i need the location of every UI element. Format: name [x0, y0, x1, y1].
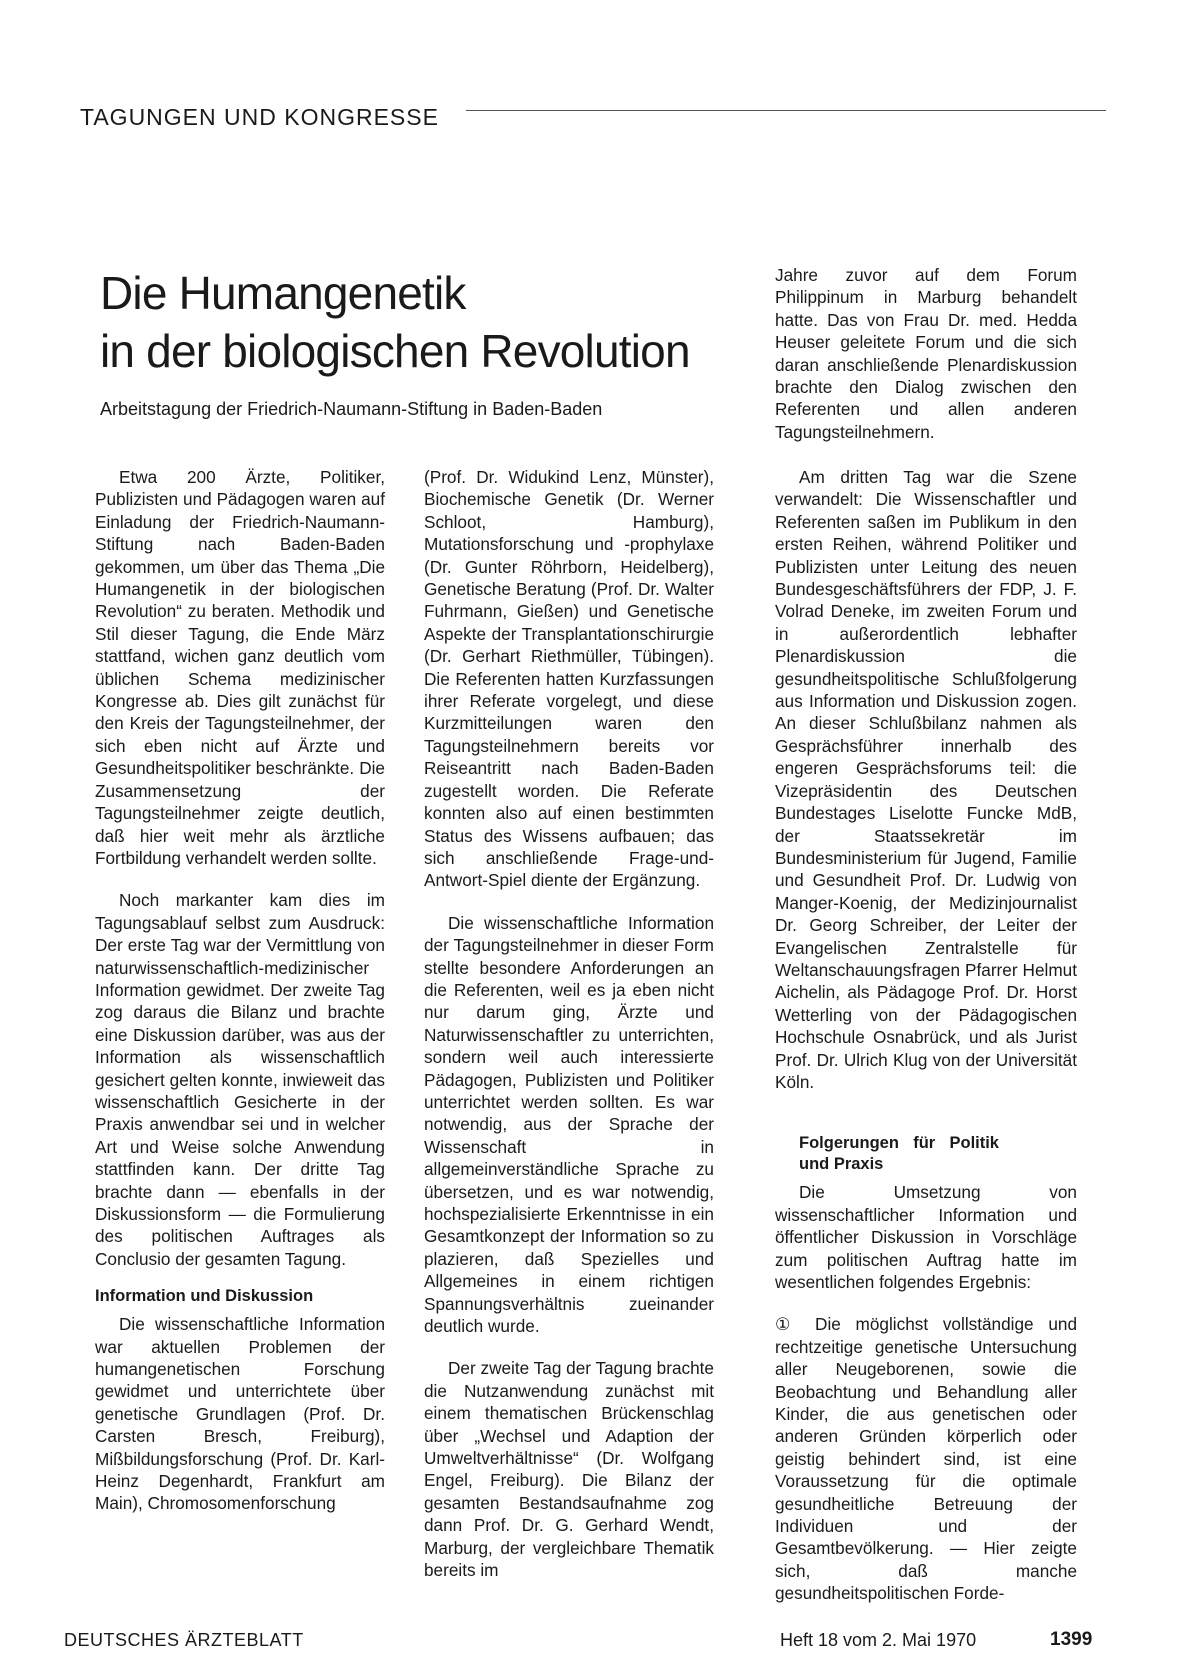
journal-name: DEUTSCHES ÄRZTEBLATT: [64, 1630, 304, 1650]
paragraph: Am dritten Tag war die Szene verwandelt: Die Wissenschaftler und Referenten saßen im Publikum in den ersten Reihen, während Politiker und Publizisten unter Leitung des neuen Bundesgeschäftsführers der FDP, J. F. Volrad Deneke, im zweiten Forum und in außerordentlich lebhafter Plenardiskussion die gesundheitspolitische Schlußfolgerung aus Information und Diskussion zogen. An dieser Schlußbilanz nahmen als Gesprächsführer innerhalb des engeren Gesprächsforums teil: die Vizepräsidentin des Deutschen Bundestages Liselotte Funcke MdB, der Staatssekretär im Bundesministerium für Jugend, Familie und Gesundheit Prof. Dr. Ludwig von Manger-Koenig, der Medizinjournalist Dr. Georg Schreiber, der Leiter der Evangelischen Zentralstelle für Weltanschauungsfragen Pfarrer Helmut Aichelin, als Pädagoge Prof. Dr. Horst Wetterling von der Pädagogischen Hochschule Osnabrück, und als Jurist Prof. Dr. Ulrich Klug von der Universität Köln.: [775, 467, 1077, 1092]
paragraph: ① Die möglichst vollständige und rechtzeitige genetische Untersuchung aller Neugeborenen, sowie die Beobachtung und Behandlung aller Kinder, die aus genetischen oder anderen Gründen körperlich oder geistig behindert sind, ist eine Voraussetzung für die optimale gesundheitliche Betreuung der Individuen und der Gesamtbevölkerung. — Hier zeigte sich, daß manche gesundheitspolitischen Forde-: [775, 1314, 1077, 1604]
article-title: [100, 264, 740, 380]
column-3-top: [775, 264, 1077, 443]
section-heading: Information und Diskussion: [95, 1287, 314, 1306]
column-2: [424, 466, 714, 1582]
issue-info: Heft 18 vom 2. Mai 1970: [780, 1630, 977, 1650]
paragraph: Noch markanter kam dies im Tagungsablauf selbst zum Ausdruck: Der erste Tag war der Vermittlung von naturwissenschaftlich-medizinischer Information gewidmet. Der zweite Tag zog daraus die Bilanz und brachte eine Diskussion darüber, was aus der Information als wissenschaftlich gesichert gelten konnte, inwieweit das wissenschaftlich Gesicherte in der Praxis anwendbar sei und in welcher Art und Weise solche Anwendung stattfinden kann. Der dritte Tag brachte dann — ebenfalls in der Diskussionsform — die Formulierung des politischen Auftrages als Conclusio der gesamten Tagung.: [95, 890, 385, 1269]
section-header: TAGUNGEN UND KONGRESSE: [80, 104, 439, 130]
article-subtitle: Arbeitstagung der Friedrich-Naumann-Stiftung in Baden-Baden: [100, 399, 603, 419]
column-3: [775, 466, 1077, 1605]
paragraph: Die Umsetzung von wissenschaftlicher Information und öffentlicher Diskussion in Vorschläge zum politischen Auftrag hatte im wesentlichen folgendes Ergebnis:: [775, 1182, 1077, 1292]
paragraph: Jahre zuvor auf dem Forum Philippinum in Marburg behandelt hatte. Das von Frau Dr. med. Hedda Heuser geleitete Forum und die sich daran anschließende Plenardiskussion brachte den Dialog zwischen den Referenten und allen anderen Tagungsteilnehmern.: [775, 265, 1077, 442]
paragraph: (Prof. Dr. Widukind Lenz, Münster), Biochemische Genetik (Dr. Werner Schloot, Hamburg), Mutationsforschung und -prophylaxe (Dr. Gunter Röhrborn, Heidelberg), Genetische Beratung (Prof. Dr. Walter Fuhrmann, Gießen) und Genetische Aspekte der Transplantationschirurgie (Dr. Gerhart Riethmüller, Tübingen). Die Referenten hatten Kurzfassungen ihrer Referate vorgelegt, und diese Kurzmitteilungen waren den Tagungsteilnehmern bereits vor Reiseantritt nach Baden-Baden zugestellt worden. Die Referate konnten also auf einen bestimmten Status des Wissens aufbauen; das sich anschließende Frage-und-Antwort-Spiel diente der Ergänzung.: [424, 467, 714, 891]
title-line-1: Die Humangenetik: [100, 267, 466, 319]
title-line-2: in der biologischen Revolution: [100, 325, 690, 377]
column-1: [95, 466, 385, 1515]
header-rule: [466, 110, 1106, 111]
paragraph: Etwa 200 Ärzte, Politiker, Publizisten und Pädagogen waren auf Einladung der Friedrich-Naumann-Stiftung nach Baden-Baden gekommen, um über das Thema „Die Humangenetik in der biologischen Revolution“ zu beraten. Methodik und Stil dieser Tagung, die Ende März stattfand, wichen ganz deutlich vom üblichen Schema medizinischer Kongresse ab. Dies gilt zunächst für den Kreis der Tagungsteilnehmer, der sich eben nicht auf Ärzte und Gesundheitspolitiker beschränkte. Die Zusammensetzung der Tagungsteilnehmer zeigte deutlich, daß hier weit mehr als ärztliche Fortbildung verhandelt werden sollte.: [95, 467, 385, 868]
page-number: 1399: [1050, 1629, 1093, 1650]
section-heading: Folgerungen für Politik und Praxis: [799, 1134, 999, 1174]
paragraph: Die wissenschaftliche Information war aktuellen Problemen der humangenetischen Forschung gewidmet und unterrichtete über genetische Grundlagen (Prof. Dr. Carsten Bresch, Freiburg), Mißbildungsforschung (Prof. Dr. Karl-Heinz Degenhardt, Frankfurt am Main), Chromosomenforschung: [95, 1314, 385, 1514]
paragraph: Der zweite Tag der Tagung brachte die Nutzanwendung zunächst mit einem thematischen Brückenschlag über „Wechsel und Adaption der Umweltverhältnisse“ (Dr. Wolfgang Engel, Freiburg). Die Bilanz der gesamten Bestandsaufnahme zog dann Prof. Dr. G. Gerhard Wendt, Marburg, der vergleichbare Thematik bereits im: [424, 1358, 714, 1581]
paragraph: Die wissenschaftliche Information der Tagungsteilnehmer in dieser Form stellte besondere Anforderungen an die Referenten, weil es ja eben nicht nur darum ging, Ärzte und Naturwissenschaftler zu unterrichten, sondern weil auch interessierte Pädagogen, Publizisten und Politiker unterrichtet werden sollten. Es war notwendig, aus der Sprache der Wissenschaft in allgemeinverständliche Sprache zu übersetzen, und es war notwendig, hochspezialisierte Erkenntnisse in ein Gesamtkonzept der Information so zu plazieren, daß Spezielles und Allgemeines in einem richtigen Spannungsverhältnis zueinander deutlich wurde.: [424, 912, 714, 1337]
